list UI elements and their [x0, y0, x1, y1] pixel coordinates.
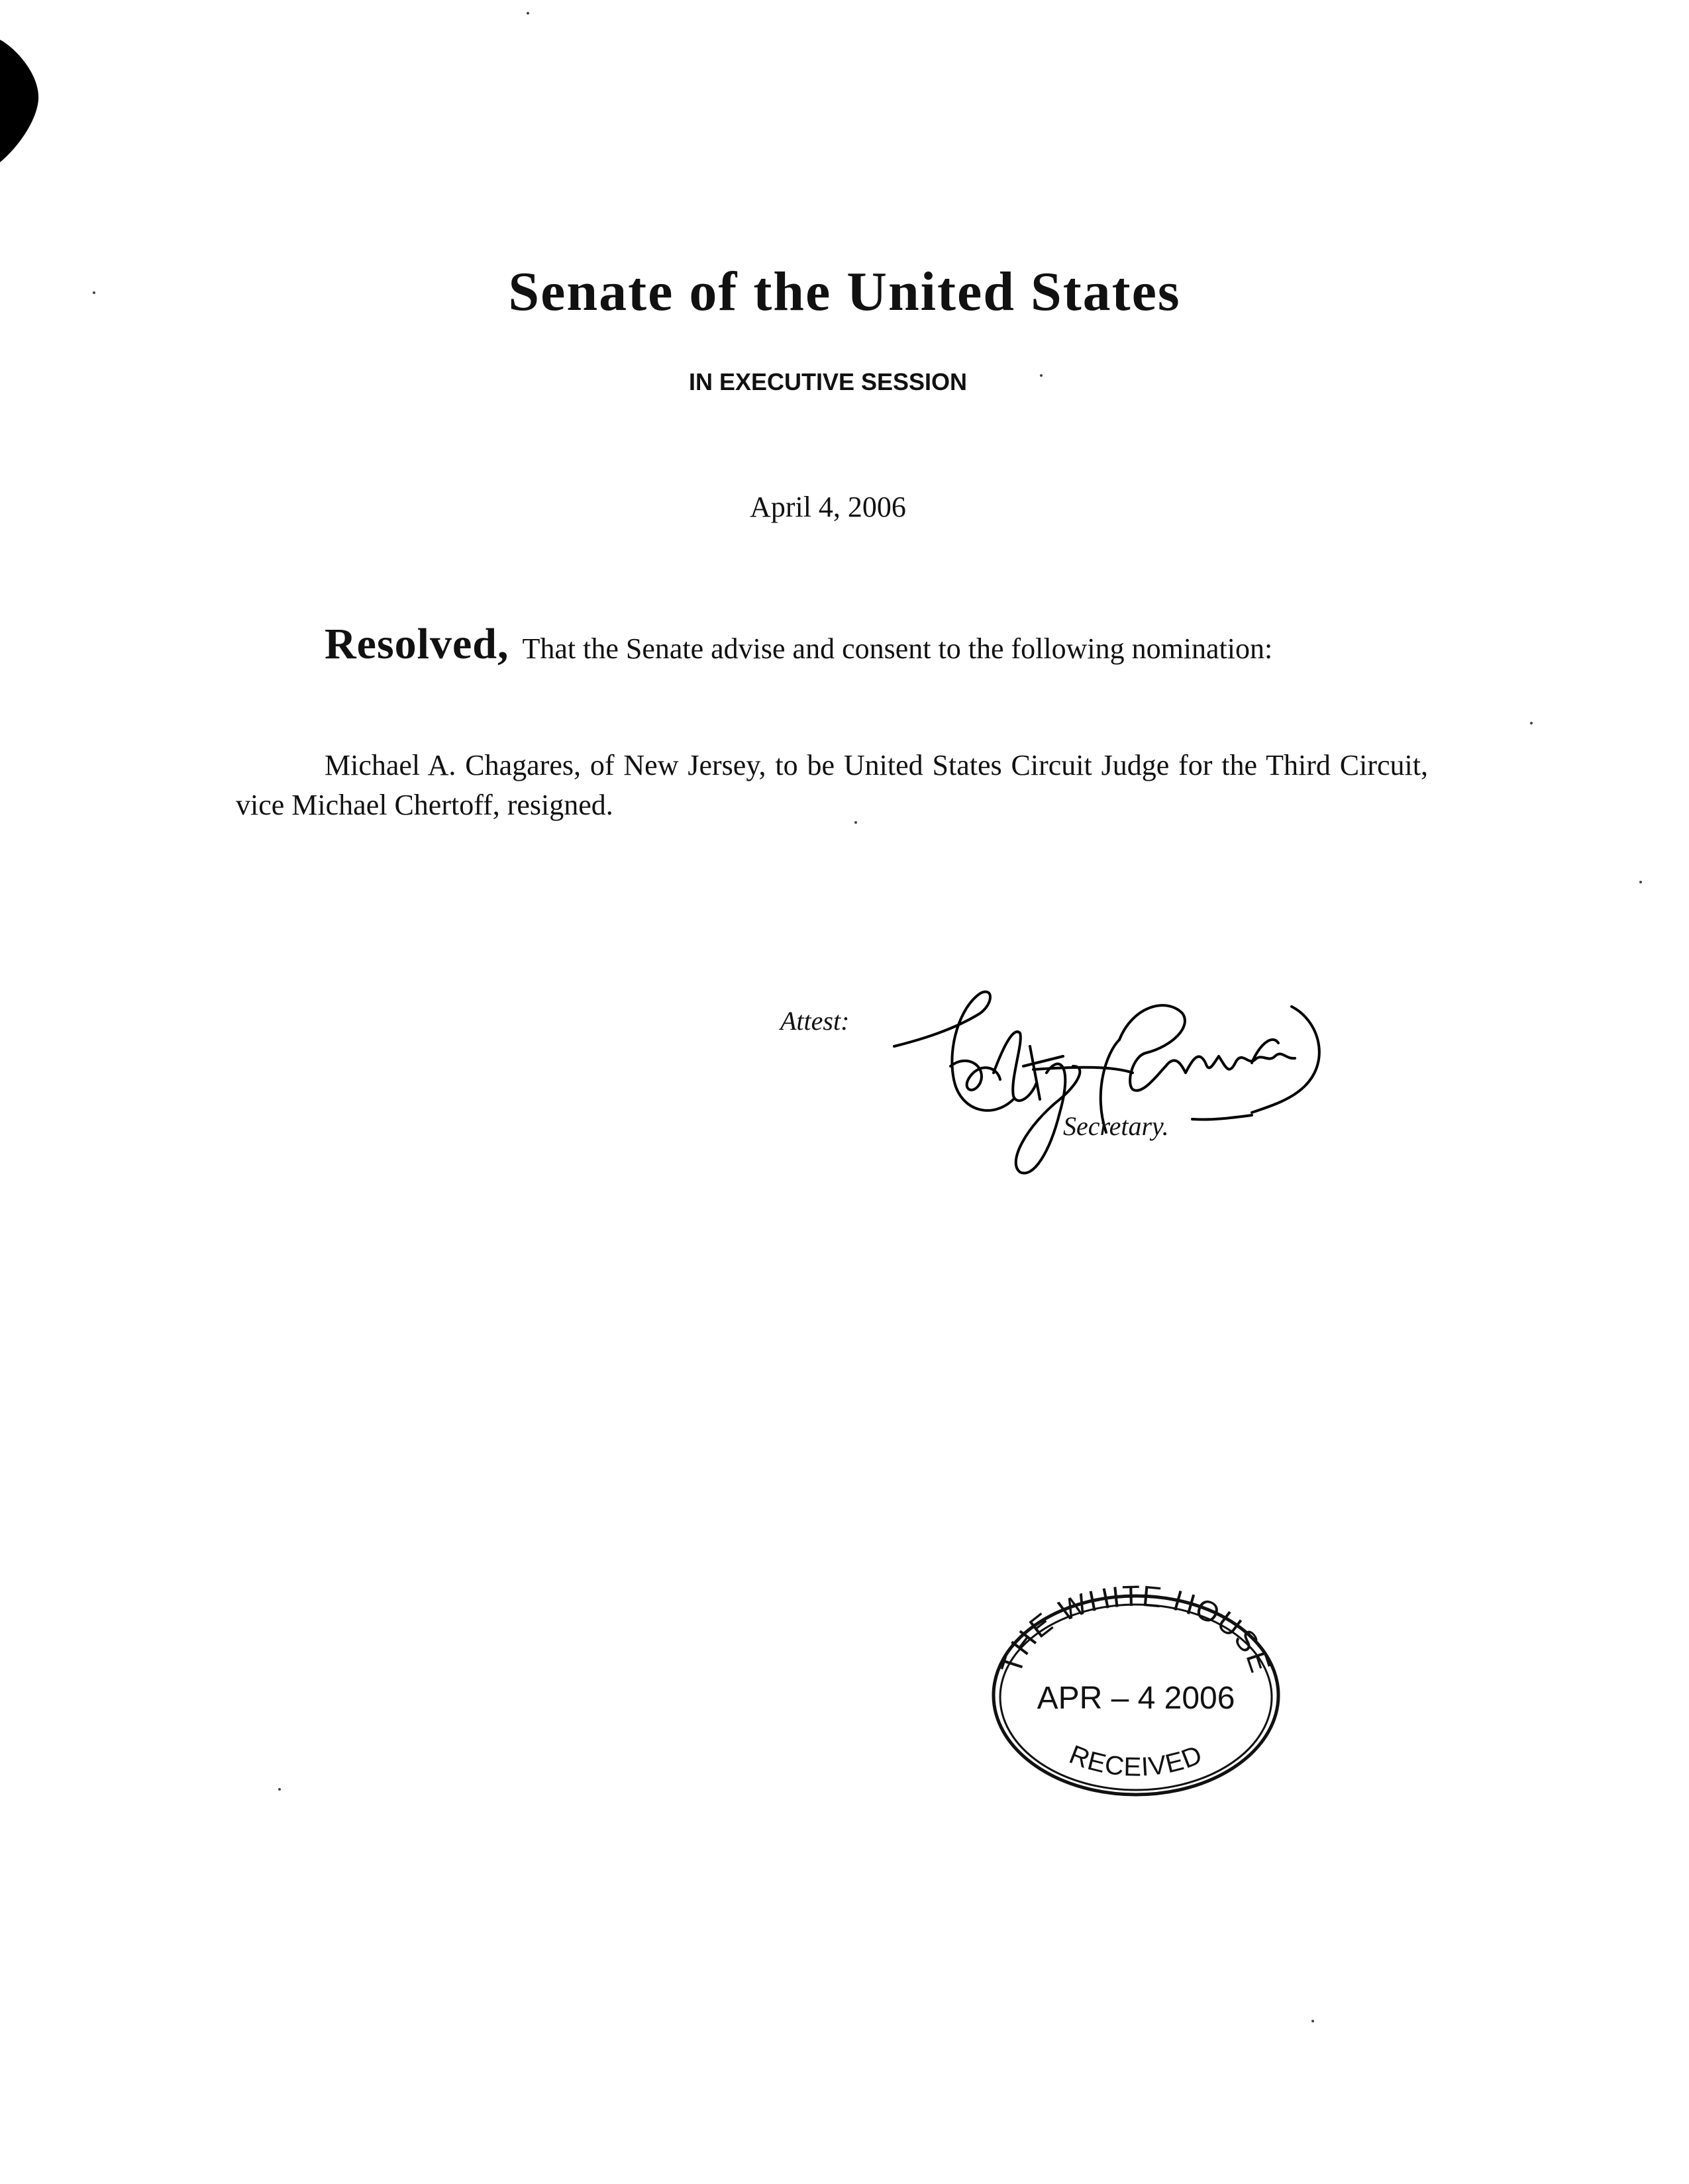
scan-speck — [854, 821, 857, 824]
scan-speck — [1530, 722, 1533, 724]
document-title: Senate of the United States — [508, 261, 1181, 323]
resolved-text: That the Senate advise and consent to the following nomination: — [522, 632, 1273, 665]
secretary-label: Secretary. — [1063, 1111, 1169, 1141]
white-house-received-stamp — [974, 1583, 1292, 1801]
nomination-paragraph: Michael A. Chagares, of New Jersey, to be United States Circuit Judge for the Third Circuit, vice Michael Chertoff, resigned. — [236, 749, 1428, 821]
document-date: April 4, 2006 — [750, 491, 906, 523]
scan-corner-mark — [0, 33, 40, 166]
resolution-line — [325, 619, 1272, 670]
stamp-bottom-text: RECEIVED — [1065, 1740, 1207, 1782]
stamp-date-text: APR – 4 2006 — [1037, 1681, 1235, 1716]
scan-speck — [1040, 374, 1043, 377]
svg-text:THE WHITE HOUSE — [995, 1583, 1277, 1677]
attest-label: Attest: — [780, 1006, 850, 1036]
scan-speck — [93, 291, 95, 294]
svg-text:RECEIVED — [1065, 1740, 1206, 1781]
stamp-top-text: THE WHITE HOUSE — [995, 1583, 1277, 1678]
scan-speck — [1639, 881, 1642, 883]
resolved-word: Resolved, — [325, 620, 509, 668]
signature-image — [881, 967, 1411, 1185]
document-subtitle: IN EXECUTIVE SESSION — [688, 368, 968, 395]
scan-speck — [527, 12, 529, 15]
scan-speck — [278, 1788, 281, 1791]
scan-speck — [1311, 2020, 1314, 2022]
